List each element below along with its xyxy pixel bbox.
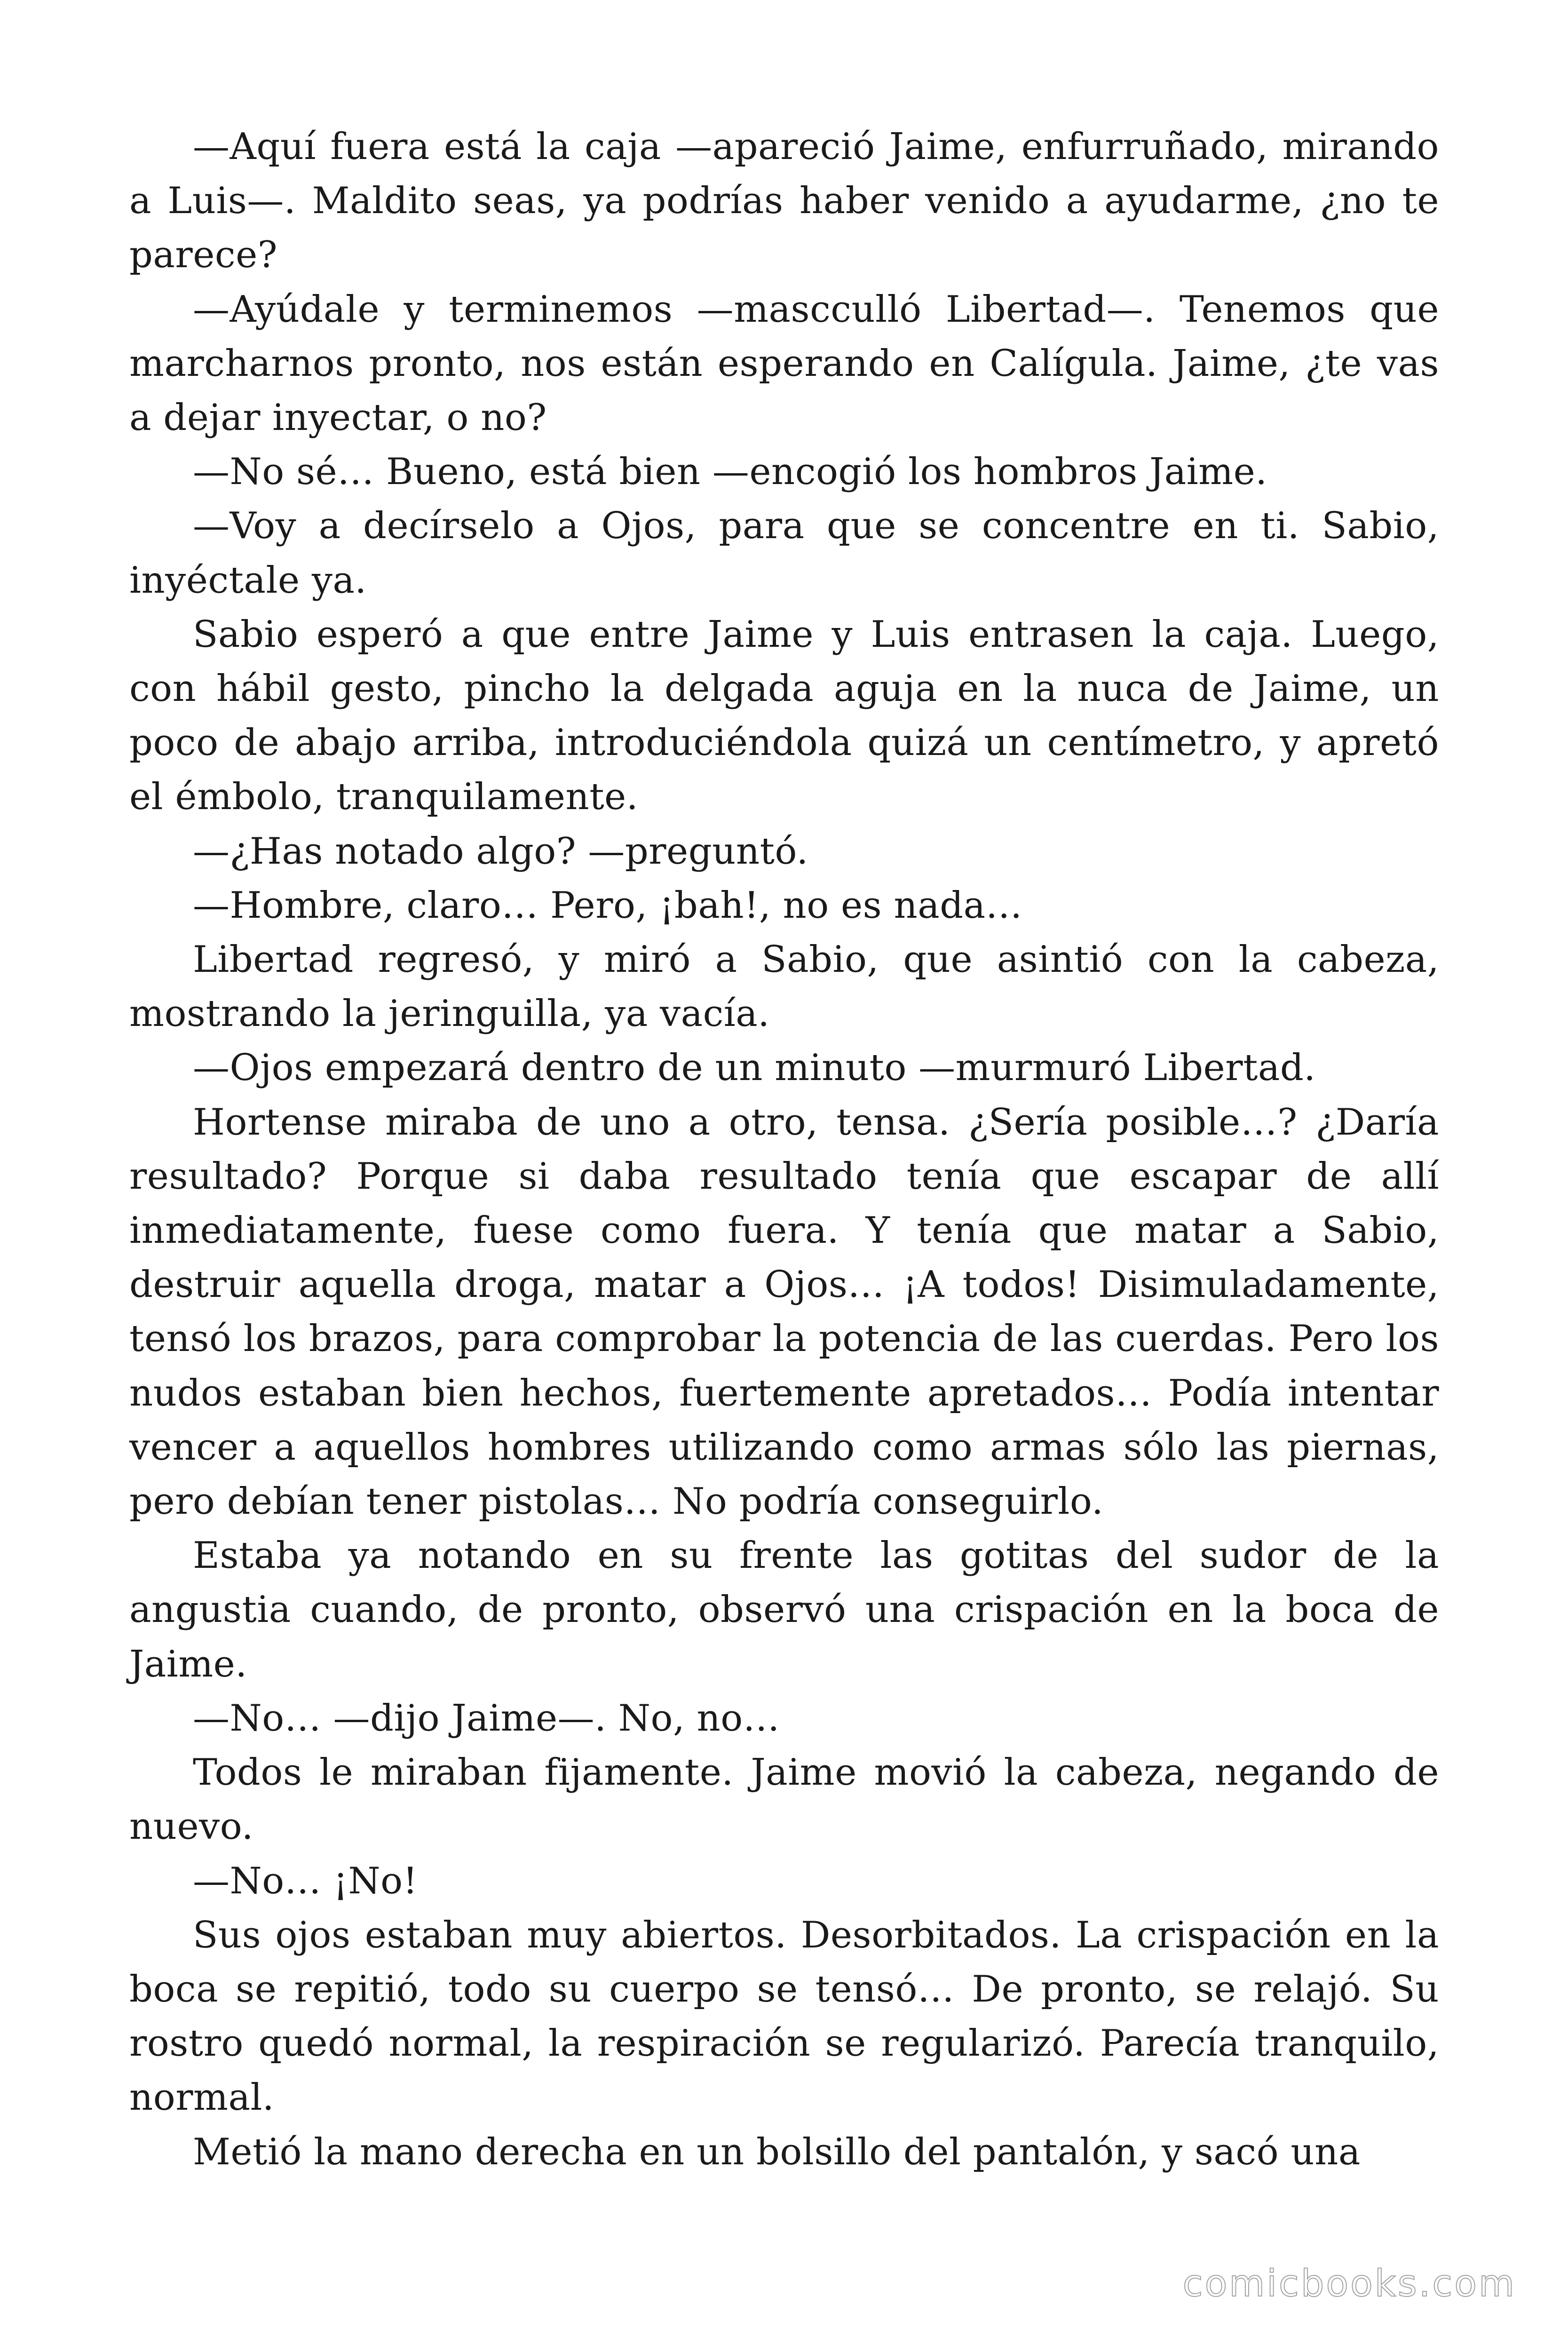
page-body-text xyxy=(129,120,1439,2179)
paragraph: Libertad regresó, y miró a Sabio, que asintió con la cabeza, mostrando la jeringuilla, ya vacía. xyxy=(129,938,1439,1035)
paragraph: Metió la mano derecha en un bolsillo del pantalón, y sacó una xyxy=(193,2130,1361,2173)
paragraph: —Hombre, claro… Pero, ¡bah!, no es nada… xyxy=(193,884,1023,927)
paragraph: —No… ¡No! xyxy=(193,1859,418,1902)
paragraph: —Ayúdale y terminemos —mascculló Libertad—. Tenemos que marcharnos pronto, nos están esperando en Calígula. Jaime, ¿te vas a dejar inyectar, o no? xyxy=(129,288,1439,439)
watermark: comicbooks.com xyxy=(1182,2263,1516,2305)
paragraph: —Voy a decírselo a Ojos, para que se concentre en ti. Sabio, inyéctale ya. xyxy=(129,505,1439,602)
paragraph: —No… —dijo Jaime—. No, no… xyxy=(193,1697,780,1740)
paragraph: Todos le miraban fijamente. Jaime movió la cabeza, negando de nuevo. xyxy=(129,1751,1439,1848)
paragraph: —No sé… Bueno, está bien —encogió los hombros Jaime. xyxy=(193,451,1267,493)
paragraph: —¿Has notado algo? —preguntó. xyxy=(193,830,808,873)
paragraph: Estaba ya notando en su frente las gotitas del sudor de la angustia cuando, de pronto, observó una crispación en la boca de Jaime. xyxy=(129,1534,1439,1685)
paragraph: —Ojos empezará dentro de un minuto —murmuró Libertad. xyxy=(193,1047,1316,1089)
paragraph: Sus ojos estaban muy abiertos. Desorbitados. La crispación en la boca se repitió, todo su cuerpo se tensó… De pronto, se relajó. Su rostro quedó normal, la respiración se regularizó. Parecía tranquilo, normal. xyxy=(129,1914,1439,2119)
paragraph: —Aquí fuera está la caja —apareció Jaime, enfurruñado, mirando a Luis—. Maldito seas, ya podrías haber venido a ayudarme, ¿no te parece? xyxy=(129,126,1439,277)
paragraph: Sabio esperó a que entre Jaime y Luis entrasen la caja. Luego, con hábil gesto, pincho la delgada aguja en la nuca de Jaime, un poco de abajo arriba, introduciéndola quizá un centímetro, y apretó el émbolo, tranquilamente. xyxy=(129,613,1439,818)
paragraph: Hortense miraba de uno a otro, tensa. ¿Sería posible…? ¿Daría resultado? Porque si daba resultado tenía que escapar de allí inmediatamente, fuese como fuera. Y tenía que matar a Sabio, destruir aquella droga, matar a Ojos… ¡A todos! Disimuladamente, tensó los brazos, para comprobar la potencia de las cuerdas. Pero los nudos estaban bien hechos, fuertemente apretados… Podía intentar vencer a aquellos hombres utilizando como armas sólo las piernas, pero debían tener pistolas… No podría conseguirlo. xyxy=(129,1101,1439,1523)
